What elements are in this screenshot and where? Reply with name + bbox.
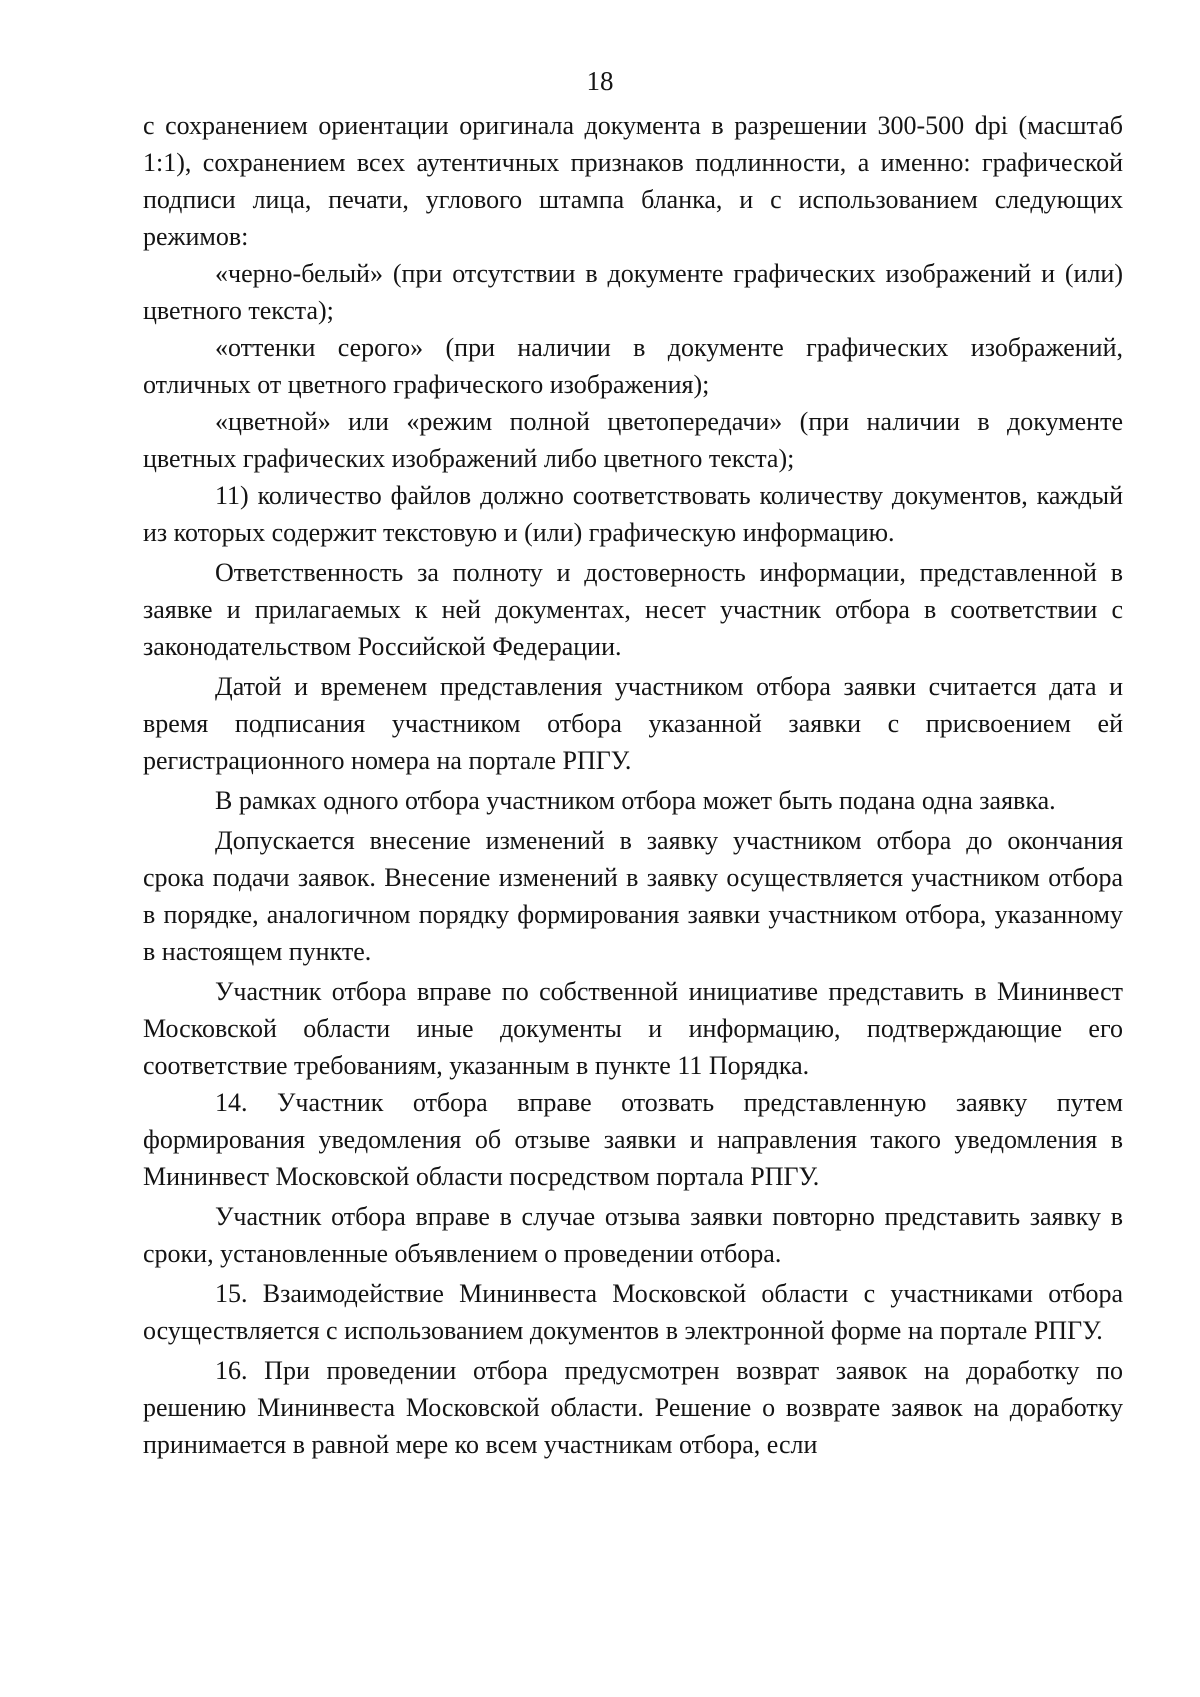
paragraph-item-11: 11) количество файлов должно соответствовать количеству документов, каждый из которых содержит текстовую и (или) графическую информацию. — [143, 481, 1123, 547]
paragraph-additional-documents: Участник отбора вправе по собственной инициативе представить в Мининвест Московской области иные документы и информацию, подтверждающие его соответствие требованиям, указанным в пункте 11 Порядка. — [143, 977, 1123, 1080]
document-body — [143, 107, 1123, 1463]
paragraph-resubmission: Участник отбора вправе в случае отзыва заявки повторно представить заявку в сроки, установленные объявлением о проведении отбора. — [143, 1202, 1123, 1268]
paragraph-continuation: с сохранением ориентации оригинала документа в разрешении 300-500 dpi (масштаб 1:1), сохранением всех аутентичных признаков подлинности, а именно: графической подписи лица, печати, углового штампа бланка, и с использованием следующих режимов: — [143, 111, 1123, 251]
paragraph-amendments: Допускается внесение изменений в заявку участником отбора до окончания срока подачи заявок. Внесение изменений в заявку осуществляется участником отбора в порядке, аналогичном порядку формирования заявки участником отбора, указанному в настоящем пункте. — [143, 826, 1123, 966]
paragraph-item-14: 14. Участник отбора вправе отозвать представленную заявку путем формирования уведомления об отзыве заявки и направления такого уведомления в Мининвест Московской области посредством портала РПГУ. — [143, 1088, 1123, 1191]
paragraph-single-application: В рамках одного отбора участником отбора может быть подана одна заявка. — [215, 786, 1056, 815]
paragraph-item-15: 15. Взаимодействие Мининвеста Московской области с участниками отбора осуществляется с использованием документов в электронной форме на портале РПГУ. — [143, 1279, 1123, 1345]
page-number: 18 — [586, 66, 614, 96]
paragraph-mode-color: «цветной» или «режим полной цветопередачи» (при наличии в документе цветных графических изображений либо цветного текста); — [143, 407, 1123, 473]
paragraph-mode-bw: «черно-белый» (при отсутствии в документе графических изображений и (или) цветного текста); — [143, 259, 1123, 325]
paragraph-item-16: 16. При проведении отбора предусмотрен возврат заявок на доработку по решению Мининвеста Московской области. Решение о возврате заявок на доработку принимается в равной мере ко всем участникам отбора, если — [143, 1356, 1123, 1459]
paragraph-submission-date: Датой и временем представления участником отбора заявки считается дата и время подписания участником отбора указанной заявки с присвоением ей регистрационного номера на портале РПГУ. — [143, 672, 1123, 775]
paragraph-responsibility: Ответственность за полноту и достоверность информации, представленной в заявке и прилагаемых к ней документах, несет участник отбора в соответствии с законодательством Российской Федерации. — [143, 558, 1123, 661]
paragraph-mode-grayscale: «оттенки серого» (при наличии в документе графических изображений, отличных от цветного графического изображения); — [143, 333, 1123, 399]
